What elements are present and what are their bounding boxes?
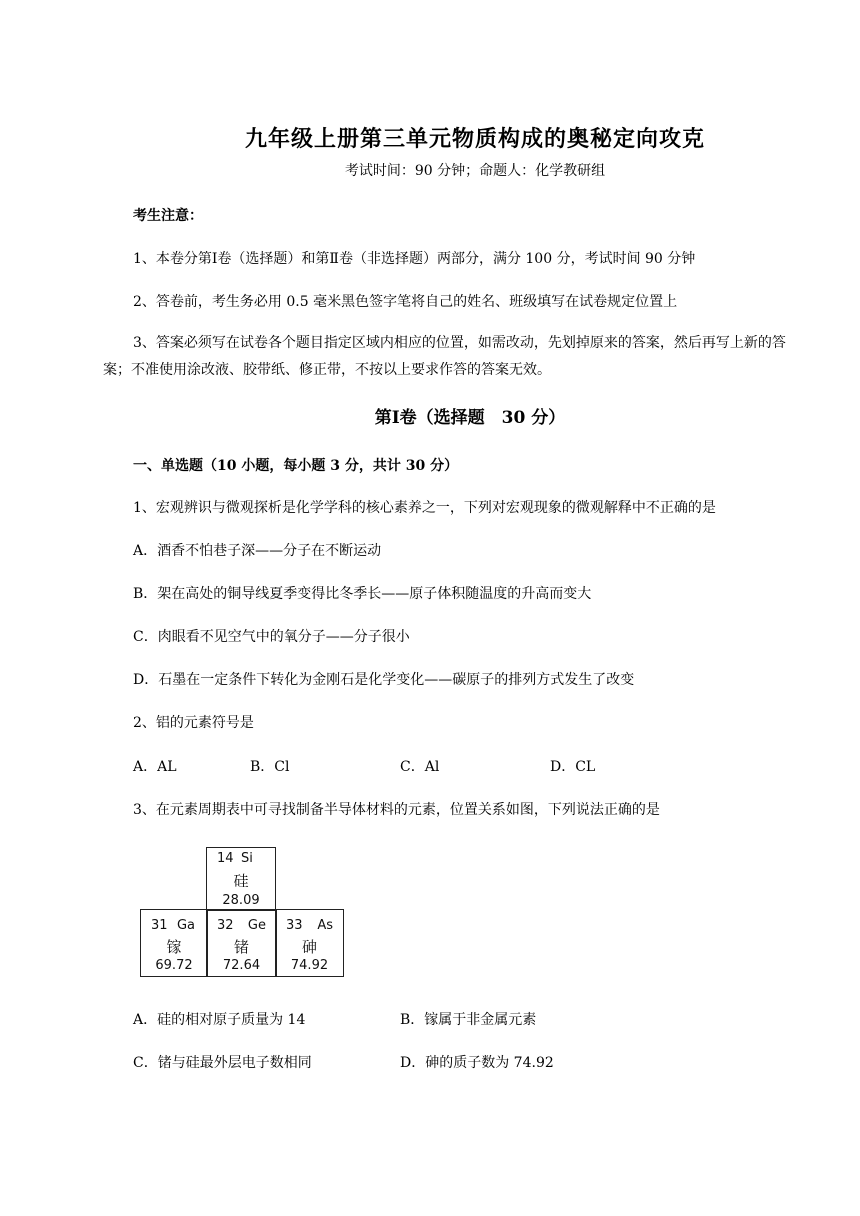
element-mass: 69.72 [155,958,193,973]
element-cell-si [206,847,276,911]
question-3-stem: 3、在元素周期表中可寻找制备半导体材料的元素，位置关系如图，下列说法正确的是 [133,802,660,818]
element-name: 锗 [233,938,249,956]
element-mass: 74.92 [290,958,329,973]
element-symbol: As [317,918,333,933]
question-3-option-d: D．砷的质子数为 74.92 [400,1055,554,1071]
section-title: 第Ⅰ卷（选择题 30 分） [374,408,566,428]
element-cell-ga [140,909,208,977]
question-1-stem: 1、宏观辨识与微观探析是化学学科的核心素养之一，下列对宏观现象的微观解释中不正确的是 [133,500,716,516]
page-title: 九年级上册第三单元物质构成的奥秘定向攻克 [244,126,705,152]
element-symbol: Ge [247,918,266,933]
element-number: 32 [217,918,234,933]
element-mass: 72.64 [222,958,261,973]
element-cell-ge [206,909,277,977]
element-mass: 28.09 [222,893,260,908]
element-name: 砷 [301,938,317,956]
notice-item-1: 1、本卷分第Ⅰ卷（选择题）和第Ⅱ卷（非选择题）两部分，满分 100 分，考试时间 90 分钟 [133,251,696,267]
notice-item-3: 3、答案必须写在试卷各个题目指定区域内相应的位置，如需改动，先划掉原来的答案，然后再写上新的答案；不准使用涂改液、胶带纸、修正带，不按以上要求作答的答案无效。 [103,335,786,378]
question-2-option-a: A．AL [133,759,177,775]
element-number: 14 [217,851,234,866]
question-3-option-b: B．镓属于非金属元素 [400,1012,537,1028]
question-2-option-b: B．Cl [250,759,290,775]
question-1-option-c: C．肉眼看不见空气中的氧分子——分子很小 [133,629,410,645]
element-symbol: Si [241,851,253,866]
notice-item-2: 2、答卷前，考生务必用 0.5 毫米黑色签字笔将自己的姓名、班级填写在试卷规定位置上 [133,294,678,310]
question-2-stem: 2、铝的元素符号是 [133,715,254,731]
question-3-option-c: C．锗与硅最外层电子数相同 [133,1055,312,1071]
part-heading: 一、单选题（10 小题，每小题 3 分，共计 30 分） [133,458,459,474]
element-symbol: Ga [176,918,195,933]
page-subtitle: 考试时间：90 分钟；命题人：化学教研组 [344,163,606,179]
notice-heading: 考生注意： [133,208,203,224]
question-3-option-a: A．硅的相对原子质量为 14 [133,1012,306,1028]
question-1-option-a: A．酒香不怕巷子深——分子在不断运动 [133,543,382,559]
element-cell-as [275,909,344,977]
question-2-option-c: C．Al [400,759,440,775]
question-1-option-d: D．石墨在一定条件下转化为金刚石是化学变化——碳原子的排列方式发生了改变 [133,672,635,688]
element-number: 33 [286,918,303,933]
question-1-option-b: B．架在高处的铜导线夏季变得比冬季长——原子体积随温度的升高而变大 [133,586,592,602]
question-2-option-d: D．CL [550,759,596,775]
element-number: 31 [151,918,168,933]
element-name: 镓 [166,938,182,956]
element-name: 硅 [233,872,249,890]
